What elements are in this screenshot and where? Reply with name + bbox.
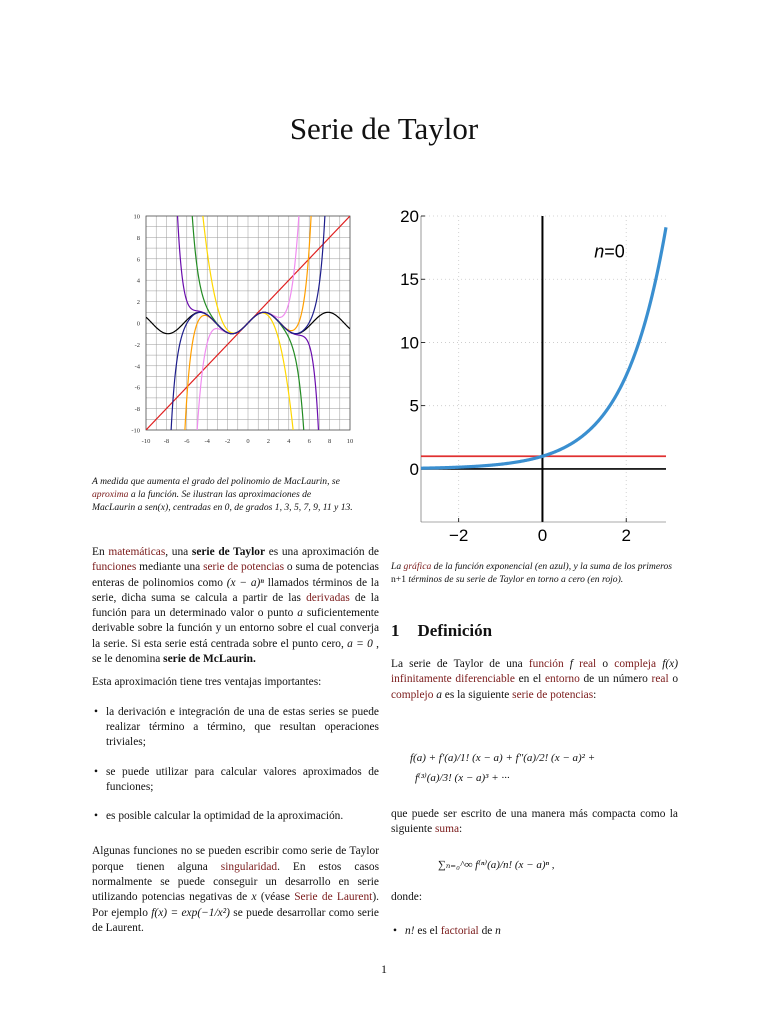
x-tick-label: 2 bbox=[266, 438, 271, 445]
ventajas-paragraph: Esta aproximación tiene tres ventajas importantes: bbox=[92, 676, 322, 689]
link-derivadas[interactable]: derivadas bbox=[306, 591, 350, 604]
y-tick-label: 0 bbox=[409, 459, 419, 479]
link-entorno[interactable]: entorno bbox=[544, 673, 580, 686]
link-suma[interactable]: suma bbox=[434, 823, 460, 836]
x-tick-label: 4 bbox=[287, 438, 291, 445]
x-tick-label: 6 bbox=[307, 438, 311, 445]
y-tick-label: 10 bbox=[400, 333, 419, 353]
donde-list bbox=[391, 924, 678, 939]
x-tick-label: 0 bbox=[246, 438, 250, 445]
x-tick-label: 2 bbox=[621, 526, 631, 545]
page-title: Serie de Taylor bbox=[289, 111, 479, 146]
x-tick-label: -6 bbox=[184, 438, 190, 445]
donde-label: donde: bbox=[391, 891, 423, 903]
y-tick-label: 2 bbox=[136, 299, 140, 307]
x-tick-label: −2 bbox=[448, 526, 469, 545]
link-serie-de-potencias[interactable]: serie de potencias bbox=[203, 561, 285, 574]
link-real[interactable]: real bbox=[579, 658, 597, 670]
section-heading: 1 Definición bbox=[391, 621, 493, 640]
x-tick-label: -2 bbox=[224, 438, 231, 445]
ventajas-list bbox=[92, 705, 379, 825]
link-singularidad[interactable]: singularidad bbox=[220, 860, 278, 873]
compact-paragraph: que puede ser escrito de una manera más compacta como la siguiente suma: bbox=[391, 808, 678, 836]
list-item: • la derivación e integración de una de estas series se puede realizar término a término, que resultan operaciones triviales; bbox=[92, 705, 379, 751]
list-item: • n! es el factorial de n bbox=[391, 924, 678, 939]
intro-paragraph: En matemáticas, una serie de Taylor es una aproximación de funciones mediante una serie de potencias o suma de potencias enteras de polinomios como (x − a)ⁿ llamados términos de la serie, dicha suma se calcula a partir de las derivadas de la función para un determinado valor o punto a suficientemente derivable sobre la función y un entorno sobre el cual converja la serie. Si esta serie está centrada sobre el punto cero, a = 0 , se le denomina serie de McLaurin. bbox=[92, 546, 379, 666]
figure1-caption: A medida que aumenta el grado del polinomio de MacLaurin, se aproxima a la función. Se ilustran las aproximaciones de MacLaurin a sen(x), centradas en 0, de grados 1, 3, 5, 7, 9, 11 y 13. bbox=[92, 476, 353, 513]
annotation-n0: n=0 bbox=[594, 241, 625, 262]
figure2-caption: La gráfica de la función exponencial (en azul), y la suma de los primeros n+1 términos de su serie de Taylor en torno a cero (en rojo). bbox=[391, 561, 673, 585]
y-tick-label: 4 bbox=[136, 277, 140, 285]
x-tick-label: -8 bbox=[163, 438, 170, 445]
y-tick-label: -2 bbox=[134, 341, 140, 349]
link-matematicas[interactable]: matemáticas bbox=[108, 546, 166, 558]
page-number: 1 bbox=[381, 962, 387, 976]
series-line-exp bbox=[421, 227, 666, 468]
taylor-formula-line1: f(a) + f′(a)/1! (x − a) + f″(a)/2! (x − a)² + bbox=[410, 752, 596, 764]
x-tick-label: -4 bbox=[204, 438, 210, 445]
taylor-sum-formula: ∑ₙ₌₀^∞ f⁽ⁿ⁾(a)/n! (x − a)ⁿ , bbox=[438, 859, 555, 871]
link-grafica[interactable]: gráfica bbox=[403, 561, 432, 572]
x-tick-label: 10 bbox=[346, 438, 354, 445]
definition-paragraph: La serie de Taylor de una función f real o compleja f(x) infinitamente diferenciable en el entorno de un número real o complejo a es la siguiente serie de potencias: bbox=[391, 658, 679, 701]
y-tick-label: 0 bbox=[136, 320, 140, 328]
y-tick-label: 8 bbox=[136, 234, 140, 242]
y-tick-label: 15 bbox=[400, 270, 419, 290]
link-funciones[interactable]: funciones bbox=[92, 561, 137, 574]
y-tick-label: -4 bbox=[134, 363, 140, 371]
x-tick-label: 0 bbox=[537, 526, 548, 545]
y-tick-label: 6 bbox=[136, 256, 140, 264]
link-serie-de-potencias-def[interactable]: serie de potencias bbox=[512, 688, 594, 701]
x-tick-label: -10 bbox=[141, 438, 151, 445]
laurent-paragraph: Algunas funciones no se pueden escribir como serie de Taylor porque tienen alguna singularidad. En estos casos normalmente se puede conseguir un desarrollo en serie utilizando potencias negativas de x (véase Serie de Laurent). Por ejemplo f(x) = exp(−1/x²) se puede desarrollar como serie de Laurent. bbox=[92, 845, 379, 934]
y-tick-label: -8 bbox=[134, 406, 140, 414]
y-tick-label: 20 bbox=[400, 207, 419, 226]
link-aproxima[interactable]: aproxima bbox=[92, 489, 129, 500]
y-tick-label: 5 bbox=[409, 396, 419, 416]
maclaurin-sine-chart bbox=[88, 208, 363, 458]
exponential-taylor-chart bbox=[385, 200, 685, 555]
link-complejo[interactable]: complejo bbox=[391, 688, 434, 701]
y-tick-label: 10 bbox=[133, 213, 140, 221]
list-item: • se puede utilizar para calcular valores aproximados de funciones; bbox=[92, 765, 379, 796]
taylor-formula-line2: f⁽³⁾(a)/3! (x − a)³ + ··· bbox=[415, 772, 510, 784]
link-funcion[interactable]: función bbox=[528, 658, 564, 670]
list-item: • es posible calcular la optimidad de la aproximación. bbox=[92, 809, 379, 824]
y-tick-label: -10 bbox=[131, 427, 140, 435]
x-tick-label: 8 bbox=[327, 438, 332, 445]
link-compleja[interactable]: compleja bbox=[614, 658, 657, 670]
y-tick-label: -6 bbox=[134, 384, 140, 392]
link-infinitamente-diferenciable[interactable]: infinitamente diferenciable bbox=[391, 673, 515, 686]
link-real-numero[interactable]: real bbox=[651, 673, 669, 686]
left-column bbox=[92, 545, 379, 936]
link-factorial[interactable]: factorial bbox=[440, 925, 479, 937]
link-serie-de-laurent[interactable]: Serie de Laurent bbox=[294, 891, 373, 904]
